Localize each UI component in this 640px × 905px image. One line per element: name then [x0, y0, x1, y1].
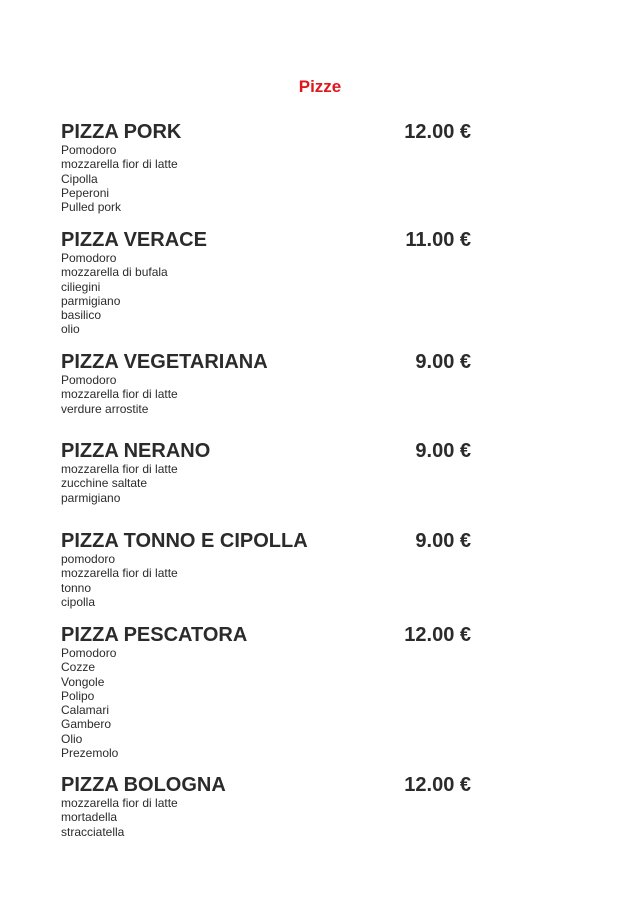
- item-price: 12.00 €: [404, 774, 471, 796]
- ingredient: Olio: [61, 731, 83, 746]
- ingredient: Peperoni: [61, 185, 110, 200]
- item-price: 9.00 €: [415, 440, 471, 462]
- ingredient: parmigiano: [61, 490, 121, 505]
- ingredient: Pomodoro: [61, 646, 117, 660]
- ingredient-list: [61, 251, 168, 337]
- ingredient-list: [61, 373, 178, 416]
- ingredient-list: [61, 552, 178, 609]
- ingredient: Pomodoro: [61, 373, 117, 387]
- ingredient: stracciatella: [61, 824, 125, 839]
- ingredient: pomodoro: [61, 552, 116, 566]
- ingredient: olio: [61, 322, 80, 337]
- section-title: Pizze: [298, 77, 342, 96]
- ingredient: cipolla: [61, 594, 96, 609]
- ingredient: tonno: [61, 580, 92, 595]
- ingredient: Vongole: [61, 674, 105, 689]
- item-name: PIZZA BOLOGNA: [61, 774, 226, 796]
- item-name: PIZZA NERANO: [61, 440, 211, 462]
- item-price: 11.00 €: [405, 229, 471, 251]
- ingredient-list: [61, 796, 178, 839]
- ingredient: parmigiano: [61, 293, 121, 308]
- item-price: 9.00 €: [415, 351, 471, 373]
- ingredient: ciliegini: [61, 279, 101, 294]
- ingredient: verdure arrostite: [61, 401, 149, 416]
- ingredient: Prezemolo: [61, 746, 119, 761]
- item-name: PIZZA VERACE: [61, 229, 207, 251]
- ingredient-list: [61, 143, 178, 214]
- ingredient: Pomodoro: [61, 143, 117, 157]
- ingredient: zucchine saltate: [61, 476, 148, 491]
- ingredient-list: [61, 646, 118, 760]
- ingredient: Cozze: [61, 660, 96, 675]
- ingredient: Cipolla: [61, 171, 98, 186]
- ingredient: Gambero: [61, 717, 112, 732]
- ingredient: Pulled pork: [61, 200, 122, 215]
- ingredient: mozzarella fior di latte: [61, 566, 178, 581]
- item-price: 12.00 €: [404, 121, 471, 143]
- item-name: PIZZA PORK: [61, 121, 182, 143]
- ingredient: mozzarella fior di latte: [61, 462, 178, 476]
- ingredient-list: [61, 462, 178, 505]
- ingredient: Pomodoro: [61, 251, 117, 265]
- item-name: PIZZA VEGETARIANA: [61, 351, 268, 373]
- ingredient: mozzarella fior di latte: [61, 387, 178, 402]
- ingredient: Calamari: [61, 703, 110, 718]
- ingredient: mozzarella di bufala: [61, 265, 168, 280]
- ingredient: mortadella: [61, 810, 118, 825]
- ingredient: basilico: [61, 308, 102, 323]
- item-price: 9.00 €: [415, 530, 471, 552]
- item-name: PIZZA TONNO E CIPOLLA: [61, 530, 308, 552]
- ingredient: mozzarella fior di latte: [61, 796, 178, 810]
- item-name: PIZZA PESCATORA: [61, 624, 248, 646]
- ingredient: Polipo: [61, 688, 95, 703]
- item-price: 12.00 €: [404, 624, 471, 646]
- ingredient: mozzarella fior di latte: [61, 157, 178, 172]
